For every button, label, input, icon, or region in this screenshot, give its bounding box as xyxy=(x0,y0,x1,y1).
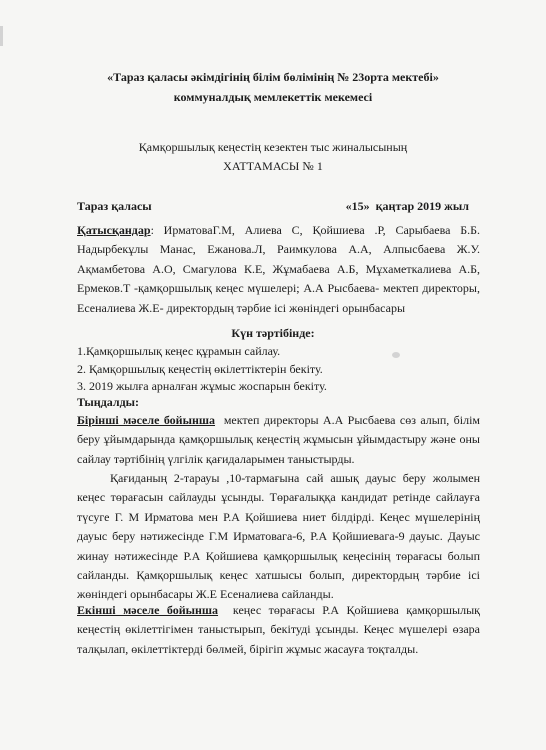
election-paragraph: Қағиданың 2-тарауы ,10-тармағына сай ашық дауыс беру жолымен кеңес төрағасын сайлауды ұсынды. Төрағалыққа кандидат ретінде сайлауға түсуге Г. М Ирматова мен Р.А Қойшиева ниет білдірді. Кеңес мүшелерінің дауыс беру нәтижесінде Г.М Ирматовага-6, Р.А Қойшиевага-9 дауыс. Дауыс жинау нәтижесінде Р.А Қойшиева қамқоршылық кеңесінің төрағасы болып сайланды. Қамқоршылық кеңес хатшысы болып, директордың тәрбие ісі жөніндегі орынбасары Ж.Е Есеналиева сайланды. xyxy=(77,471,480,602)
question-1-paragraph xyxy=(77,411,484,469)
question-2-text: кеңес төрағасы Р.А Қойшиева қамқоршылық кеңестің өкілеттігімен таныстырып, бекітуді ұсынды. Кеңес мүшелері өзара талқылап, өкілеттіктерді бөлмей, бірігіп жұмыс жасауға тоқталды. xyxy=(77,603,483,656)
participants-paragraph xyxy=(77,221,480,318)
org-line-1: «Тараз қаласы әкімдігінің білім бөлімінің № 23орта мектебі» xyxy=(107,70,439,84)
meeting-line-1: Қамқоршылық кеңестің кезектен тыс жиналысының xyxy=(138,140,408,154)
participants-text: : ИрматоваГ.М, Алиева С, Қойшиева .Р, Сарыбаева Б.Б. Надырбекұлы Манас, Ежанова.Л, Раимкулова А.А, Алпысбаева Ж.У. Ақмамбетова А.О, Смагулова К.Е, Жұмабаева А.Б, Мұхаметкалиева А.Б, Ермеков.Т -қамқоршылық кеңес мүшелері; А.А Рысбаева- мектеп директоры, Есеналиева Ж.Е- директордың тәрбие ісі жөніндегі орынбасары xyxy=(77,223,480,315)
participants-label: Қатысқандар xyxy=(77,223,151,237)
meeting-line-2: ХАТТАМАСЫ № 1 xyxy=(223,159,323,173)
meeting-title xyxy=(0,138,546,176)
agenda-item: 3. 2019 жылға арналған жұмыс жоспарын бекіту. xyxy=(77,379,327,393)
agenda-list xyxy=(77,343,477,396)
organization-header xyxy=(0,67,546,107)
scan-artifact xyxy=(0,26,3,46)
question-1-text: мектеп директоры А.А Рысбаева сөз алып, білім беру ұйымдарында қамқоршылық кеңестің жұмысын ұйымдастыру және оны сайлау тәртібінің үлгілік қағидаларымен таныстырды. xyxy=(77,413,484,466)
agenda-item: 2. Қамқоршылық кеңестің өкілеттіктерін бекіту. xyxy=(77,361,323,376)
agenda-item: 1.Қамқоршылық кеңес құрамын сайлау. xyxy=(77,344,281,358)
city: Тараз қаласы xyxy=(77,199,152,213)
question-2-label: Екінші мәселе бойынша xyxy=(77,603,219,617)
city-date-line xyxy=(77,199,469,214)
org-line-2: коммуналдық мемлекеттік мекемесі xyxy=(173,90,373,104)
heard-label: Тыңдалды: xyxy=(77,395,140,409)
question-1-label: Бірінші мәселе бойынша xyxy=(77,413,216,427)
question-2-paragraph xyxy=(77,601,483,659)
agenda-title: Күн тәртібінде: xyxy=(231,326,315,340)
date: «15» қаңтар 2019 жыл xyxy=(345,199,469,213)
